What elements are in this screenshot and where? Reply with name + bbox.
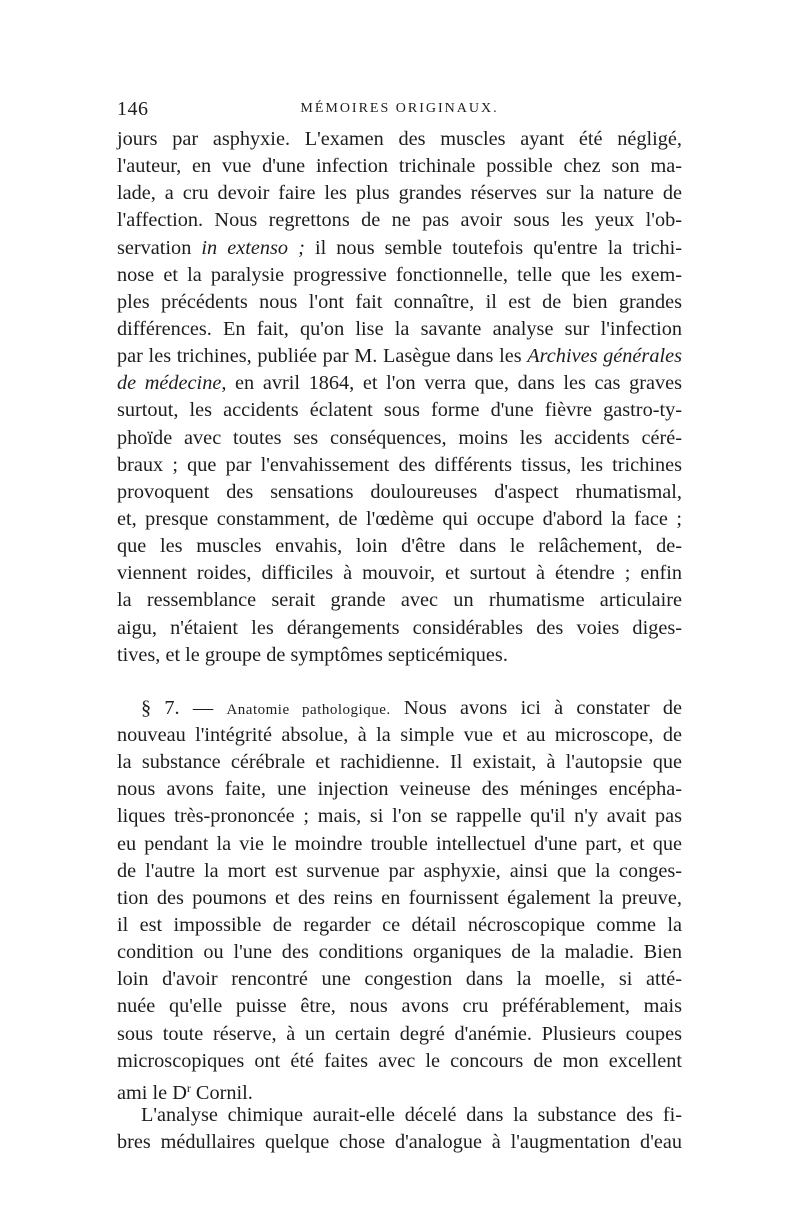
text-line: viennent roides, difficiles à mouvoir, et surtout à étendre ; enfin	[117, 562, 682, 585]
page-number: 146	[117, 98, 149, 120]
text-line: L'analyse chimique aurait-elle décelé dans la substance des fi-	[141, 1103, 682, 1126]
text-line: par les trichines, publiée par M. Lasègue dans les Archives générales	[117, 345, 682, 368]
section-heading: Anatomie pathologique.	[226, 701, 391, 718]
text-line: braux ; que par l'envahissement des différents tissus, les trichines	[117, 453, 682, 476]
text-line: microscopiques ont été faites avec le concours de mon excellent	[117, 1049, 682, 1072]
text-line: aigu, n'étaient les dérangements considérables des voies diges-	[117, 616, 682, 639]
text-line: de médecine, en avril 1864, et l'on verra que, dans les cas graves	[117, 372, 682, 395]
section-gap	[117, 669, 682, 695]
text-line: nose et la paralysie progressive fonctionnelle, telle que les exem-	[117, 263, 682, 286]
text-line: tives, et le groupe de symptômes septicémiques.	[117, 643, 508, 666]
text-line: il est impossible de regarder ce détail nécroscopique comme la	[117, 913, 682, 936]
text-line: jours par asphyxie. L'examen des muscles ayant été négligé,	[117, 128, 682, 150]
text-line: surtout, les accidents éclatent sous forme d'une fièvre gastro-ty-	[117, 399, 682, 422]
body-text	[117, 126, 682, 1156]
text-line: condition ou l'une des conditions organiques de la maladie. Bien	[117, 941, 682, 964]
text-line: liques très-prononcée ; mais, si l'on se rappelle qu'il n'y avait pas	[117, 805, 682, 828]
superscript: r	[186, 1080, 191, 1095]
text-line: l'affection. Nous regrettons de ne pas avoir sous les yeux l'ob-	[117, 209, 682, 232]
text-line: provoquent des sensations douloureuses d'aspect rhumatismal,	[117, 480, 682, 503]
journal-title: Archives générales	[527, 345, 682, 368]
section-number: § 7. —	[141, 696, 214, 719]
text-line: la substance cérébrale et rachidienne. Il existait, à l'autopsie que	[117, 751, 682, 774]
text-line: et, presque constamment, de l'œdème qui occupe d'abord la face ;	[117, 507, 682, 530]
text-line: nouveau l'intégrité absolue, à la simple vue et au microscope, de	[117, 723, 682, 746]
text-line: servation in extenso ; il nous semble toutefois qu'entre la trichi-	[117, 236, 682, 259]
section-heading-line: § 7. — Anatomie pathologique. Nous avons ici à constater de	[141, 696, 683, 719]
text-line: phoïde avec toutes ses conséquences, moins les accidents céré-	[117, 426, 682, 449]
text-line: ples précédents nous l'ont fait connaître, il est de bien grandes	[117, 290, 682, 313]
text-line: loin d'avoir rencontré une congestion dans la moelle, si atté-	[117, 968, 682, 991]
text-line: nous avons faite, une injection veineuse des méninges encépha-	[117, 778, 682, 801]
text-line: lade, a cru devoir faire les plus grandes réserves sur la nature de	[117, 182, 682, 205]
text-line: la ressemblance serait grande avec un rhumatisme articulaire	[117, 589, 682, 612]
text-line: tion des poumons et des reins en fournissent également la preuve,	[117, 886, 682, 909]
running-head: MÉMOIRES ORIGINAUX.	[300, 101, 499, 116]
text-line: l'auteur, en vue d'une infection trichinale possible chez son ma-	[117, 155, 682, 178]
text-line: eu pendant la vie le moindre trouble intellectuel d'une part, et que	[117, 832, 682, 855]
text-line: bres médullaires quelque chose d'analogue à l'augmentation d'eau	[117, 1131, 682, 1154]
page-header	[117, 98, 682, 128]
italic-term: in extenso ;	[201, 236, 305, 259]
text-line: que les muscles envahis, loin d'être dans le relâchement, de-	[117, 535, 682, 558]
text-line: sous toute réserve, à un certain degré d'anémie. Plusieurs coupes	[117, 1022, 682, 1045]
text-line: nuée qu'elle puisse être, nous avons cru préférablement, mais	[117, 995, 682, 1018]
journal-title: de médecine,	[117, 372, 227, 395]
text-line: différences. En fait, qu'on lise la savante analyse sur l'infection	[117, 317, 682, 340]
text-line: de l'autre la mort est survenue par asphyxie, ainsi que la conges-	[117, 859, 682, 882]
text-line: ami le $D^r$ Cornil.	[117, 1080, 253, 1104]
